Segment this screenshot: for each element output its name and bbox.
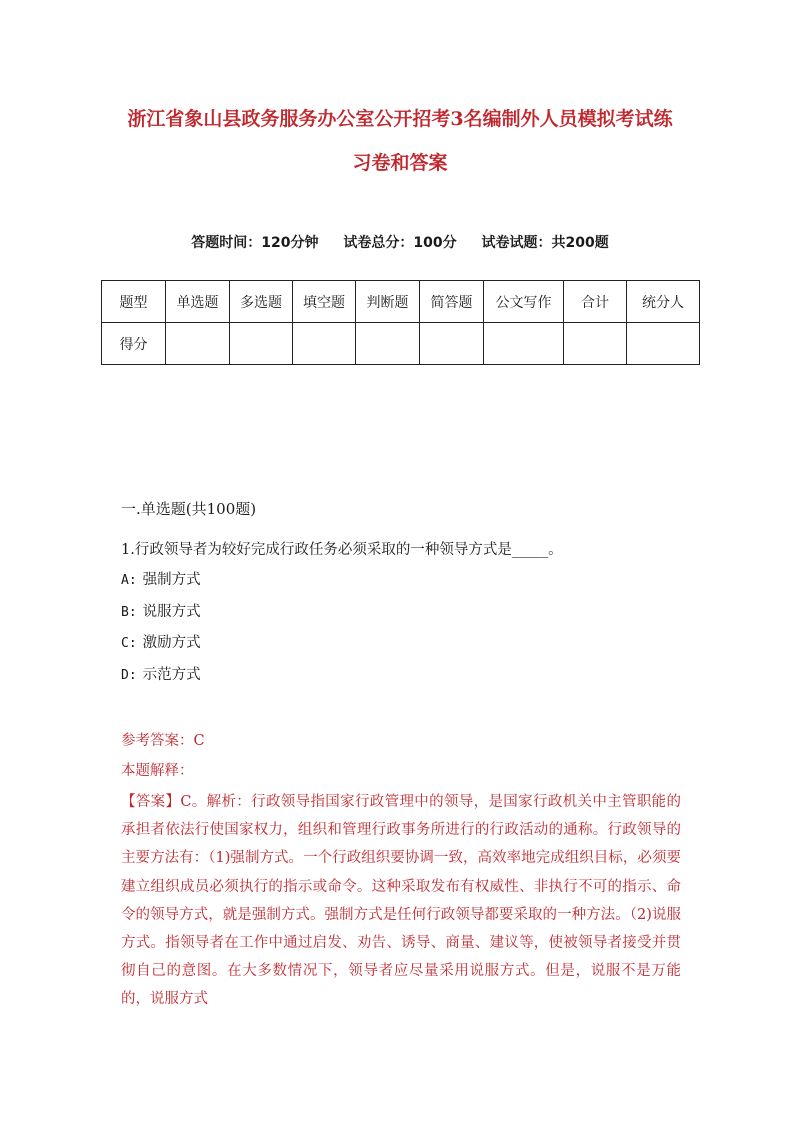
- option-key: A:: [121, 573, 137, 588]
- exam-total-score: 试卷总分：100分: [343, 235, 457, 251]
- option-text: 激励方式: [142, 635, 201, 651]
- question-text: 1.行政领导者为较好完成行政任务必须采取的一种领导方式是_____。: [121, 542, 563, 558]
- option-text: 示范方式: [142, 666, 201, 683]
- score-cell: [166, 323, 230, 365]
- score-cell: [356, 323, 420, 365]
- option-list: [121, 568, 201, 694]
- header-cell-short-answer: 简答题: [420, 281, 484, 323]
- option-b: [121, 600, 201, 632]
- header-cell-scorer: 统分人: [627, 281, 700, 323]
- explanation-text: 【答案】C。解析：行政领导指国家行政管理中的领导，是国家行政机关中主管职能的承担者依法行使国家权力，组织和管理行政事务所进行的行政活动的通称。行政领导的主要方法有：（1)强制方式。一个行政组织要协调一致，高效率地完成组织目标，必须要建立组织成员必须执行的指示或命令。这种采取发布有权威性、非执行不可的指示、命令的领导方式，就是强制方式。强制方式是任何行政领导都要采取的一种方法。（2)说服方式。指领导者在工作中通过启发、劝告、诱导、商量、建议等，使被领导者接受并贯彻自己的意图。在大多数情况下，领导者应尽量采用说服方式。但是，说服不是万能的，说服方式: [121, 794, 681, 1008]
- score-cell: [484, 323, 564, 365]
- option-key: D:: [121, 667, 137, 683]
- explanation-label: 本题解释：: [121, 763, 194, 779]
- header-cell-type: 题型: [102, 281, 166, 323]
- option-text: 强制方式: [142, 572, 201, 588]
- header-cell-total: 合计: [564, 281, 627, 323]
- exam-time: 答题时间：120分钟: [191, 235, 319, 251]
- score-row-label: 得分: [102, 323, 166, 365]
- document-title-line-1: 浙江省象山县政务服务办公室公开招考3名编制外人员模拟考试练: [127, 108, 673, 130]
- score-cell: [420, 323, 484, 365]
- header-cell-single-choice: 单选题: [166, 281, 230, 323]
- option-a: [121, 568, 201, 600]
- exam-info: [0, 232, 800, 252]
- option-d: [121, 663, 201, 695]
- score-table-header-row: [102, 281, 700, 323]
- exam-question-count: 试卷试题：共200题: [481, 235, 609, 251]
- score-cell: [564, 323, 627, 365]
- option-key: C:: [121, 636, 137, 651]
- header-cell-true-false: 判断题: [356, 281, 420, 323]
- section-heading: 一.单选题(共100题): [121, 500, 257, 518]
- header-cell-document-writing: 公文写作: [484, 281, 564, 323]
- reference-answer: 参考答案：C: [121, 733, 205, 749]
- header-cell-multiple-choice: 多选题: [230, 281, 293, 323]
- score-cell: [293, 323, 356, 365]
- score-table-score-row: [102, 323, 700, 365]
- score-cell: [627, 323, 700, 365]
- document-title-line-2: 习卷和答案: [352, 152, 448, 174]
- score-table: [101, 280, 700, 365]
- header-cell-fill-blank: 填空题: [293, 281, 356, 323]
- score-cell: [230, 323, 293, 365]
- option-c: [121, 631, 201, 663]
- option-text: 说服方式: [142, 603, 201, 620]
- option-key: B:: [121, 604, 137, 620]
